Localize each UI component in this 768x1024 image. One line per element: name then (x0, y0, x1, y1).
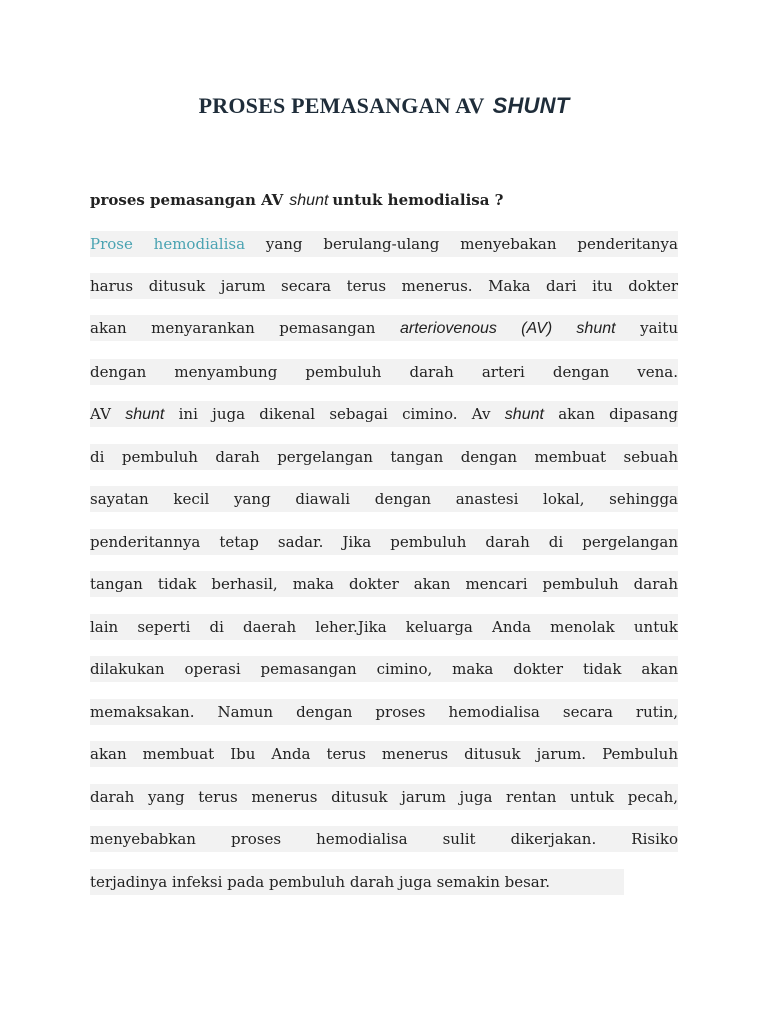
paragraph-line-13: akan membuat Ibu Anda terus menerus ditusuk jarum. Pembuluh (90, 741, 678, 767)
line-text: ini juga dikenal sebagai cimino. Av (164, 405, 505, 423)
line-italic: shunt (125, 406, 165, 423)
paragraph-line-1 (90, 231, 678, 257)
paragraph-line-14: darah yang terus menerus ditusuk jarum juga rentan untuk pecah, (90, 784, 678, 810)
line-italic: arteriovenous (AV) shunt (399, 320, 616, 337)
page-title (0, 93, 768, 119)
section-heading (90, 191, 690, 210)
paragraph-line-16: terjadinya infeksi pada pembuluh darah juga semakin besar. (90, 869, 624, 895)
paragraph-line-6: di pembuluh darah pergelangan tangan dengan membuat sebuah (90, 444, 678, 470)
heading-post: untuk hemodialisa ? (332, 191, 504, 209)
line-text: yang berulang-ulang menyebakan penderitanya (245, 235, 678, 253)
paragraph-line-8: penderitannya tetap sadar. Jika pembuluh darah di pergelangan (90, 529, 678, 555)
line-text: AV (90, 405, 126, 423)
paragraph-line-9: tangan tidak berhasil, maka dokter akan mencari pembuluh darah (90, 571, 678, 597)
paragraph-line-2: harus ditusuk jarum secara terus menerus. Maka dari itu dokter (90, 273, 678, 299)
heading-italic: shunt (289, 192, 329, 209)
paragraph-line-15: menyebabkan proses hemodialisa sulit dikerjakan. Risiko (90, 826, 678, 852)
line-text: yaitu (615, 319, 678, 337)
title-main: PROSES PEMASANGAN AV (198, 93, 485, 118)
paragraph-line-5 (90, 401, 678, 427)
paragraph-line-12: memaksakan. Namun dengan proses hemodialisa secara rutin, (90, 699, 678, 725)
paragraph-line-3 (90, 315, 678, 341)
paragraph-line-11: dilakukan operasi pemasangan cimino, maka dokter tidak akan (90, 656, 678, 682)
paragraph-line-7: sayatan kecil yang diawali dengan anastesi lokal, sehingga (90, 486, 678, 512)
line-italic: shunt (504, 406, 544, 423)
paragraph-line-10: lain seperti di daerah leher.Jika keluarga Anda menolak untuk (90, 614, 678, 640)
title-italic: SHUNT (492, 93, 570, 118)
line-text: akan menyarankan pemasangan (90, 319, 400, 337)
paragraph-line-4: dengan menyambung pembuluh darah arteri dengan vena. (90, 359, 678, 385)
line-text: akan dipasang (543, 405, 678, 423)
heading-pre: proses pemasangan AV (90, 191, 284, 209)
hemodialisa-link[interactable]: Prose hemodialisa (90, 235, 246, 253)
